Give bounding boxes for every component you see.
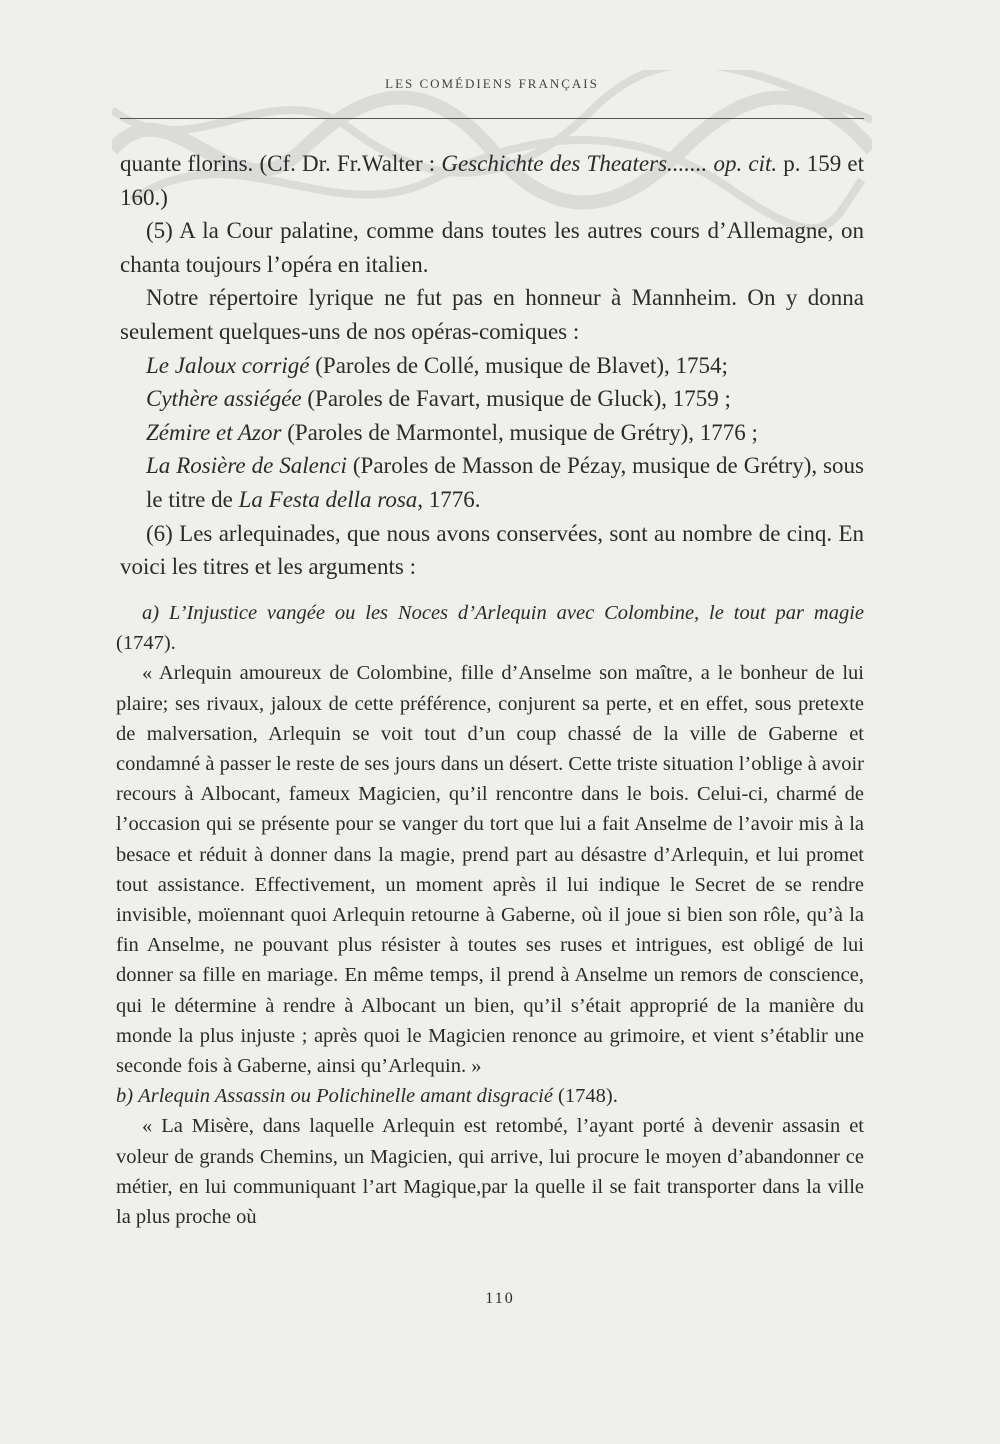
quoted-arguments <box>116 598 864 1232</box>
main-text <box>120 147 864 584</box>
opera-title: Zémire et Azor <box>146 419 282 445</box>
opera-details: (Paroles de Marmontel, musique de Grétry), 1776 ; <box>281 419 758 445</box>
citation-opcit: op. cit. <box>713 151 778 176</box>
opera-details: (Paroles de Masson de Pézay, musique de Grétry), sous le titre de <box>146 453 864 512</box>
header-rule <box>120 118 864 119</box>
opera-line <box>120 416 864 450</box>
opera-title: Le Jaloux corrigé <box>146 352 310 378</box>
item-b-argument: « La Misère, dans laquelle Arlequin est retombé, l’ayant porté à devenir assasin et voleur de grands Chemins, un Magicien, qui arrive, lui procure le moyen d’abandonner ce métier, en lui communiquant l’art Magique,par la quelle il se fait transporter dans la ville la plus proche où <box>116 1115 864 1229</box>
note-5: (5) A la Cour palatine, comme dans toutes les autres cours d’Allemagne, on chanta toujours l’opéra en italien. <box>120 218 864 277</box>
opera-details: , 1776. <box>417 486 481 512</box>
opera-title: Cythère assiégée <box>146 386 302 412</box>
repertoire-paragraph: Notre répertoire lyrique ne fut pas en honneur à Mannheim. On y donna seulement quelques-uns de nos opéras-comiques : <box>120 285 864 344</box>
item-b-heading <box>116 1081 864 1111</box>
play-year: (1747). <box>116 632 176 655</box>
text-run: quante florins. (Cf. Dr. Fr.Walter : <box>120 151 442 176</box>
item-a-argument: « Arlequin amoureux de Colombine, fille d’Anselme son maître, a le bonheur de lui plaire; ses rivaux, jaloux de cette préférence, conjurent sa perte, et en effet, sous pretexte de malversation, Arlequin se voit tout d’un coup chassé de la ville de Gaberne et condamné à passer le reste de ses jours dans un désert. Cette triste situation l’oblige à avoir recours à Albocant, fameux Magicien, qu’il rencontre dans le bois. Celui-ci, charmé de l’occasion qui se présente pour se vanger du tort que lui a fait Anselme de l’avoir mis à la besace et réduit à donner dans la magie, prend part au désastre d’Arlequin, et lui promet tout assistance. Effectivement, un moment après il lui indique le Secret de se rendre invisible, moïennant quoi Arlequin retourne à Gaberne, où il joue si bien son rôle, qu’à la fin Anselme, ne pouvant plus résister à toutes ses ruses et intrigues, est obligé de lui donner sa fille en mariage. En même temps, il prend à Anselme un remors de conscience, qui le détermine à rendre à Albocant un bien, qu’il s’était approprié de la manière du monde la plus injuste ; après quoi le Magicien renonce au grimoire, et vient s’établir une seconde fois à Gaberne, ainsi qu’Arlequin. » <box>116 662 864 1078</box>
play-title: L’Injustice vangée ou les Noces d’Arlequin avec Colombine, le tout par magie <box>168 602 865 624</box>
item-label: b) <box>116 1085 134 1108</box>
continuation-line <box>120 147 864 214</box>
opera-line <box>120 349 864 383</box>
note-6: (6) Les arlequinades, que nous avons conservées, sont au nombre de cinq. En voici les titres et les arguments : <box>120 520 864 580</box>
play-title: Arlequin Assassin ou Polichinelle amant disgracié <box>138 1085 553 1108</box>
opera-line <box>120 382 864 416</box>
item-a-heading <box>116 598 864 658</box>
opera-line <box>120 449 864 516</box>
play-year: (1748). <box>552 1085 618 1108</box>
running-header: LES COMÉDIENS FRANÇAIS <box>385 76 599 91</box>
page-number: 110 <box>485 1290 515 1307</box>
opera-details: (Paroles de Collé, musique de Blavet), 1754; <box>309 352 728 378</box>
book-title: Geschichte des Theaters....... <box>441 151 708 176</box>
opera-details: (Paroles de Favart, musique de Gluck), 1759 ; <box>301 386 731 412</box>
opera-title: La Festa della rosa <box>238 486 418 512</box>
item-label: a) <box>142 602 160 624</box>
text-run: p. 159 et 160.) <box>120 151 864 210</box>
opera-title: La Rosière de Salenci <box>146 453 347 479</box>
